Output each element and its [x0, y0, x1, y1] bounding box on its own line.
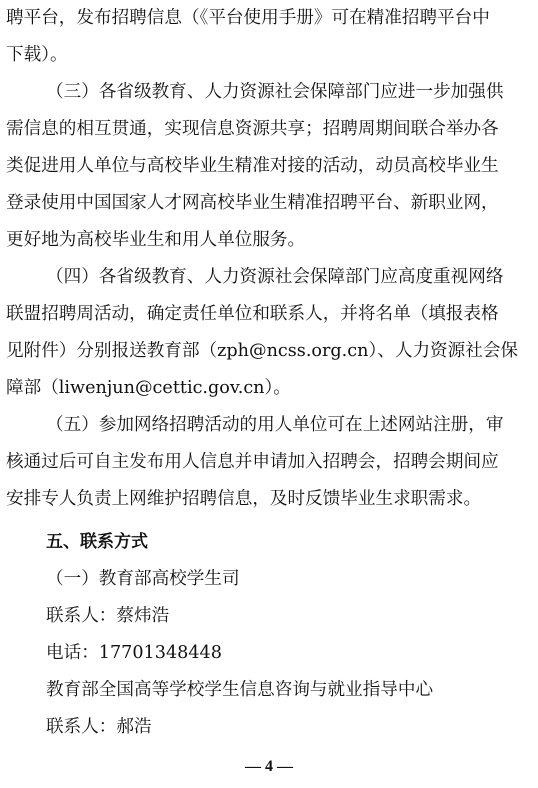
text-line: 核通过后可自主发布用人信息并申请加入招聘会，招聘会期间应 [6, 452, 499, 472]
text-line: 联系人：郝浩 [46, 717, 152, 737]
text-line: 联盟招聘周活动，确定责任单位和联系人，并将名单（填报表格 [6, 304, 499, 324]
text-line: 下载）。 [6, 45, 68, 65]
text-line: （三）各省级教育、人力资源社会保障部门应进一步加强供 [46, 82, 504, 102]
page-number: — 4 — [245, 758, 293, 775]
text-line: （四）各省级教育、人力资源社会保障部门应高度重视网络 [46, 267, 504, 287]
text-line: 电话：17701348448 [46, 643, 222, 663]
text-line: 类促进用人单位与高校毕业生精准对接的活动，动员高校毕业生 [6, 156, 499, 176]
text-line: 见附件）分别报送教育部（zph@ncss.org.cn）、人力资源社会保 [6, 341, 519, 361]
section-heading: 五、联系方式 [46, 532, 148, 552]
text-line: 需信息的相互贯通，实现信息资源共享；招聘周期间联合举办各 [6, 119, 499, 139]
text-line: 教育部全国高等学校学生信息咨询与就业指导中心 [46, 680, 434, 700]
text-line: 安排专人负责上网维护招聘信息，及时反馈毕业生求职需求。 [6, 489, 482, 509]
text-line: 登录使用中国国家人才网高校毕业生精准招聘平台、新职业网， [6, 193, 499, 213]
text-line: 更好地为高校毕业生和用人单位服务。 [6, 230, 306, 250]
text-line: 聘平台，发布招聘信息（《平台使用手册》可在精准招聘平台中 [6, 8, 490, 28]
text-line: 障部（liwenjun@cettic.gov.cn）。 [6, 378, 291, 398]
text-line: 联系人：蔡炜浩 [46, 606, 170, 626]
text-line: （一）教育部高校学生司 [46, 569, 240, 589]
text-line: （五）参加网络招聘活动的用人单位可在上述网站注册，审 [46, 415, 504, 435]
